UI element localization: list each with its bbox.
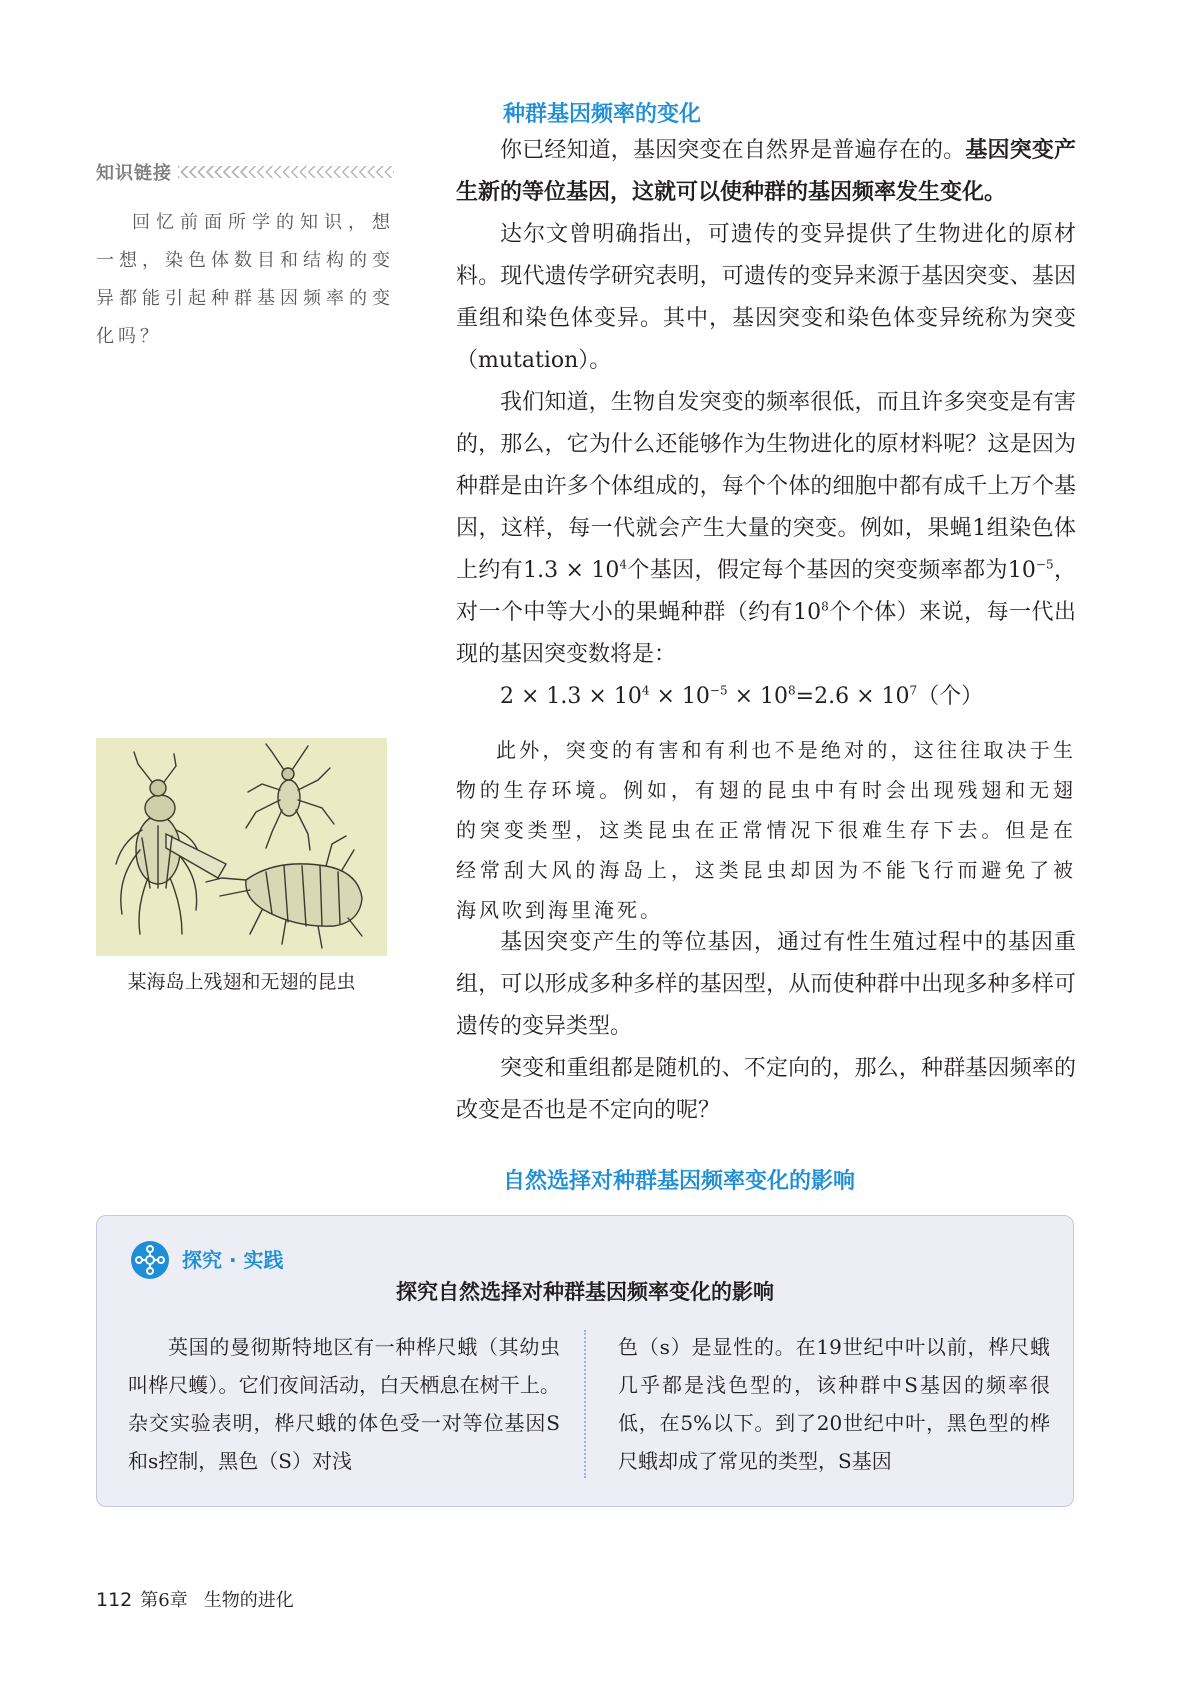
inquiry-text-left: 英国的曼彻斯特地区有一种桦尺蛾（其幼虫叫桦尺蠖）。它们夜间活动，白天栖息在树干上。杂交实验表明，桦尺蛾的体色受一对等位基因S和s控制，黑色（S）对浅 xyxy=(128,1335,560,1473)
mutation-count-formula xyxy=(456,676,1076,718)
paragraph-5: 基因突变产生的等位基因，通过有性生殖过程中的基因重组，可以形成多种多样的基因型，从而使种群中出现多种多样可遗传的变异类型。 xyxy=(456,930,1076,1039)
main-body xyxy=(456,130,1076,718)
knowledge-link-note: 回忆前面所学的知识，想一想，染色体数目和结构的变异都能引起种群基因频率的变化吗？ xyxy=(96,212,394,347)
insect-drawing xyxy=(96,738,387,956)
paragraph-1 xyxy=(456,130,1076,214)
paragraph-3-a: 我们知道，生物自发突变的频率很低，而且许多突变是有害的，那么，它为什么还能够作为生物进化的原材料呢？这是因为种群是由许多个体组成的，每个个体的细胞中都有成千上万个基因，这样，每一代就会产生大量的突变。例如，果蝇1组染色体上约有1.3 × 10 xyxy=(456,390,1076,583)
exponent: 4 xyxy=(619,557,627,572)
page-footer xyxy=(96,1586,294,1612)
wingless-insect-upper xyxy=(246,744,334,850)
chapter-title: 生物的进化 xyxy=(203,1590,294,1611)
inquiry-title: 探究自然选择对种群基因频率变化的影响 xyxy=(396,1280,774,1304)
exponent: 8 xyxy=(788,683,796,698)
page-number: 112 xyxy=(96,1589,133,1611)
section-title-gene-frequency: 种群基因频率的变化 xyxy=(503,102,702,127)
heading-decoration xyxy=(178,166,394,178)
paragraph-3-c: ，对一个中等大小的果蝇种群（约有10 xyxy=(456,558,1076,625)
exponent: −5 xyxy=(709,683,728,698)
exponent: −5 xyxy=(1035,557,1054,572)
wingless-insect-lower xyxy=(206,836,362,948)
paragraph-3-d: 个个体）来说，每一代出现的基因突变数将是： xyxy=(456,600,1076,667)
vestigial-wing-insect xyxy=(116,752,226,934)
paragraph-6: 突变和重组都是随机的、不定向的，那么，种群基因频率的改变是否也是不定向的呢？ xyxy=(456,1056,1076,1123)
paragraph-3 xyxy=(456,382,1076,676)
paragraph-2: 达尔文曾明确指出，可遗传的变异提供了生物进化的原材料。现代遗传学研究表明，可遗传的变异来源于基因突变、基因重组和染色体变异。其中，基因突变和染色体变异统称为突变（mutation）。 xyxy=(456,222,1076,373)
exponent: 7 xyxy=(909,683,918,698)
inquiry-label: 探究 · 实践 xyxy=(182,1248,284,1272)
figure-caption: 某海岛上残翅和无翅的昆虫 xyxy=(127,971,356,993)
formula-part: （个） xyxy=(917,684,984,709)
main-body-continued xyxy=(456,922,1076,1132)
formula-part: × 10 xyxy=(727,684,789,709)
formula-part: =2.6 × 10 xyxy=(795,684,910,709)
chapter-number: 第6章 xyxy=(140,1590,188,1611)
paragraph-3-b: 个基因，假定每个基因的突变频率都为10 xyxy=(626,558,1036,583)
insect-illustration xyxy=(96,738,387,956)
paragraph-4: 此外，突变的有害和有利也不是绝对的，这往往取决于生物的生存环境。例如，有翅的昆虫中有时会出现残翅和无翅的突变类型，这类昆虫在正常情况下很难生存下去。但是在经常刮大风的海岛上，这类昆虫却因为不能飞行而避免了被海风吹到海里淹死。 xyxy=(456,738,1076,922)
inquiry-icon xyxy=(130,1240,170,1280)
section-title-natural-selection: 自然选择对种群基因频率变化的影响 xyxy=(503,1169,856,1194)
formula-part: 2 × 1.3 × 10 xyxy=(500,684,642,709)
exponent: 4 xyxy=(641,683,650,698)
knowledge-link-heading xyxy=(96,158,394,186)
aside-paragraph xyxy=(456,730,1076,930)
paragraph-1-text: 你已经知道，基因突变在自然界是普遍存在的。 xyxy=(500,138,966,163)
formula-part: × 10 xyxy=(649,684,710,709)
exponent: 8 xyxy=(821,599,829,614)
column-divider xyxy=(584,1330,586,1478)
knowledge-link-label: 知识链接 xyxy=(96,163,172,184)
paragraph-1-bold: 基因突变产生新的等位基因，这就可以使种群的基因频率发生变化。 xyxy=(456,138,1076,205)
inquiry-text-right: 色（s）是显性的。在19世纪中叶以前，桦尺蛾几乎都是浅色型的，该种群中S基因的频率很低，在5%以下。到了20世纪中叶，黑色型的桦尺蛾却成了常见的类型，S基因 xyxy=(618,1335,1050,1473)
